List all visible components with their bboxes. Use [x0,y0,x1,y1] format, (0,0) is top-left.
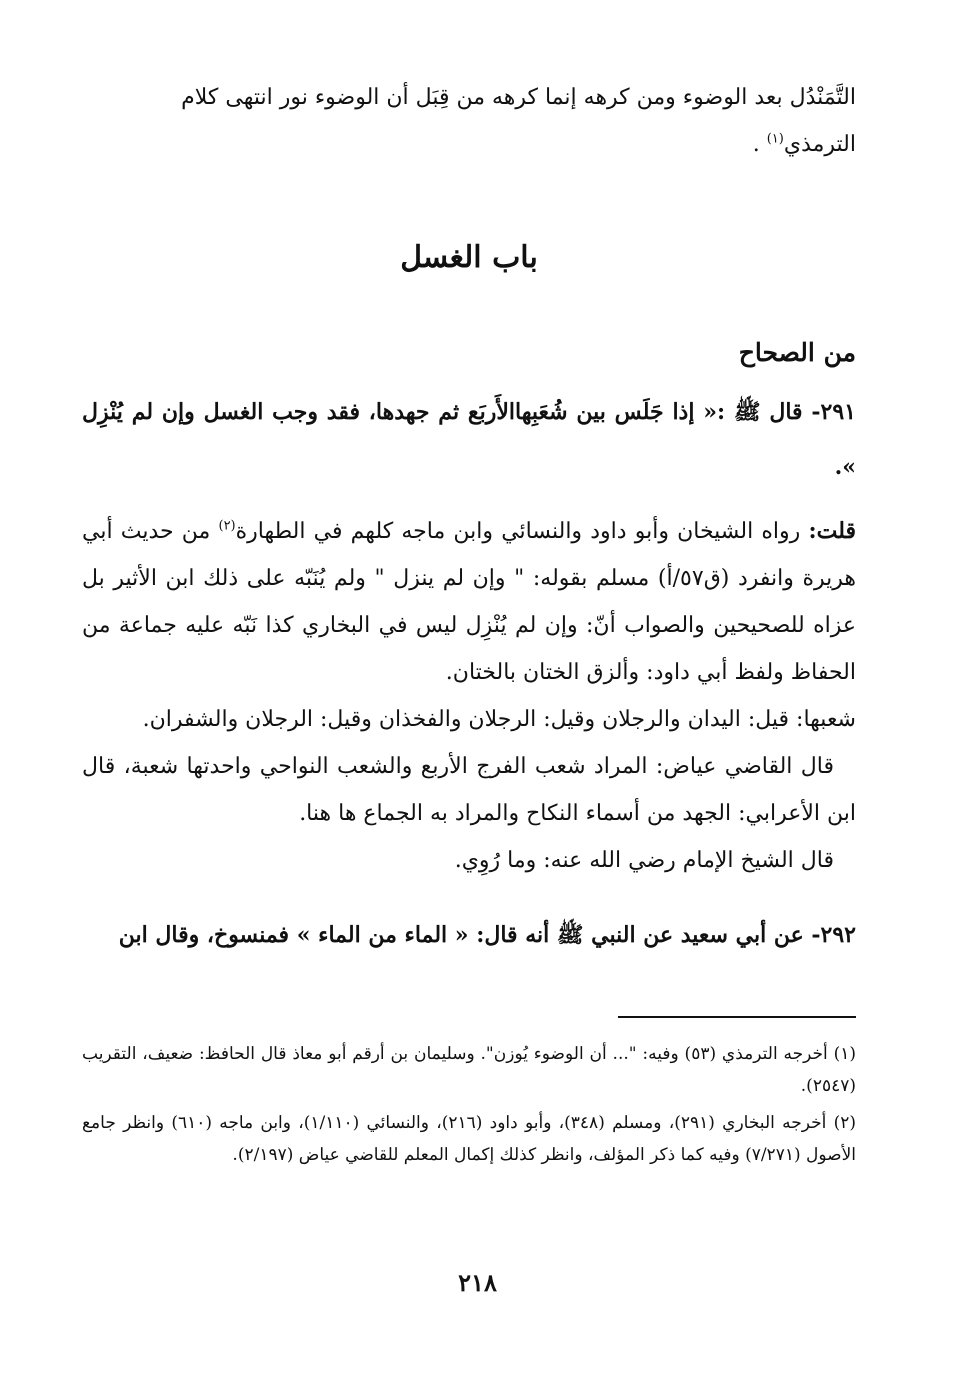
commentary-p1-b: من حديث أبي هريرة وانفرد (ق٥٧/أ) مسلم بقوله: " وإن لم ينزل " ولم يُنَبّه على ذلك ابن الأثير بل عزاه للصحيحين والصواب أنّ: وإن لم يُنْزِل ليس في البخاري كذا نَبّه عليه جماعة من الحفاظ ولفظ أبي داود: وألزق الختان بالختان. [82,519,856,685]
continuation-line-2: الترمذي [783,132,856,157]
footnotes [82,1038,856,1176]
footnote-2: (٢) أخرجه البخاري (٢٩١)، ومسلم (٣٤٨)، وأبو داود (٢١٦)، والنسائي (١/١١٠)، وابن ماجه (٦١٠) وانظر جامع الأصول (٧/٢٧١) وفيه كما ذكر المؤلف، وانظر كذلك إكمال المعلم للقاضي عياض (٢/١٩٧). [82,1113,856,1165]
footnote-ref-1: (١) [766,131,784,147]
commentary [82,508,856,884]
commentary-p3: قال القاضي عياض: المراد شعب الفرج الأربع والشعب النواحي واحدتها شعبة، قال ابن الأعرابي: الجهد من أسماء النكاح والمراد به الجماع ها هنا. [82,754,856,826]
hadith-292-number: ٢٩٢- [811,922,856,948]
hadith-291 [82,385,856,495]
footnote-divider [618,1016,856,1018]
chapter-title: باب الغسل [400,240,538,275]
continuation-paragraph [82,74,856,168]
commentary-label: قلت: [808,518,856,544]
continuation-line-1: التَّمَنْدُل بعد الوضوء ومن كرهه إنما كرهه من قِبَل أن الوضوء نور انتهى كلام [181,85,856,110]
commentary-p1-a: رواه الشيخان وأبو داود والنسائي وابن ماجه كلهم في الطهارة [235,519,809,544]
continuation-line-2-end: . [752,132,767,157]
hadith-291-text: قال ﷺ :« إذا جَلَس بين شُعَبِهاالأَربَع ثم جهدها، فقد وجب الغسل وإن لم يُنْزِل ». [82,399,856,480]
footnote-ref-2: (٢) [218,518,236,534]
commentary-p2: شعبها: قيل: اليدان والرجلان وقيل: الرجلان والفخذان وقيل: الرجلان والشفران. [142,707,856,732]
page-number: ٢١٨ [458,1268,497,1297]
commentary-p4: قال الشيخ الإمام رضي الله عنه: وما رُوِي. [454,848,834,873]
hadith-292 [82,908,856,963]
hadith-292-text: عن أبي سعيد عن النبي ﷺ أنه قال: « الماء من الماء » فمنسوخ، وقال ابن [118,922,812,948]
hadith-291-number: ٢٩١- [811,399,856,425]
commentary-p1 [82,508,856,696]
footnote-1: (١) أخرجه الترمذي (٥٣) وفيه: "... أن الوضوء يُوزن". وسليمان بن أرقم أبو معاذ قال الحافظ: ضعيف، التقريب (٢٥٤٧). [82,1044,856,1096]
section-title: من الصحاح [738,338,856,367]
